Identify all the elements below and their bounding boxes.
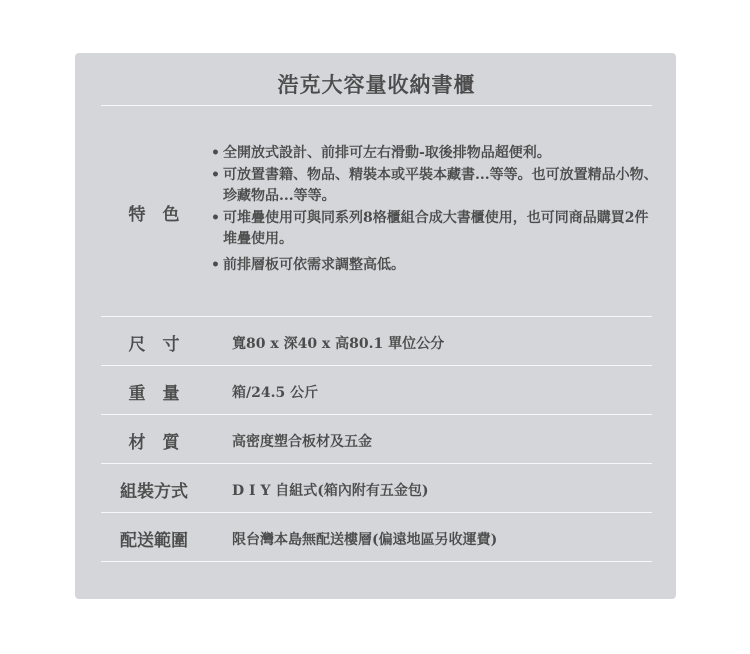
bullet-icon: • — [211, 209, 220, 226]
divider — [101, 105, 652, 106]
material-value: 高密度塑合板材及五金 — [232, 434, 372, 450]
product-title: 浩克大容量收納書櫃 — [277, 72, 476, 97]
product-spec-card — [75, 53, 676, 599]
bullet-icon: • — [211, 166, 220, 183]
features-label: 特 色 — [128, 205, 180, 225]
delivery-value: 限台灣本島無配送樓層(偏遠地區另收運費) — [232, 532, 498, 548]
size-label: 尺 寸 — [128, 335, 180, 355]
assembly-label: 組裝方式 — [120, 482, 188, 502]
material-label: 材 質 — [128, 433, 180, 453]
feature-item: • 前排層板可依需求調整高低。 — [208, 255, 658, 277]
size-value: 寬80 x 深40 x 高80.1 單位公分 — [232, 336, 445, 352]
divider — [101, 316, 652, 317]
assembly-value: D I Y 自組式(箱內附有五金包) — [232, 483, 429, 499]
feature-item: • 可堆疊使用可與同系列8格櫃組合成大書櫃使用，也可同商品購買2件堆疊使用。 — [211, 209, 649, 247]
delivery-label: 配送範圍 — [120, 531, 188, 551]
weight-label: 重 量 — [128, 384, 180, 404]
divider — [101, 365, 652, 366]
features-list — [208, 143, 658, 276]
bullet-icon: • — [211, 145, 220, 161]
divider — [101, 463, 652, 464]
divider — [101, 512, 652, 513]
feature-item: • 全開放式設計、前排可左右滑動-取後排物品超便利。 — [208, 143, 658, 165]
feature-item: • 可放置書籍、物品、精裝本或平裝本藏書...等等。也可放置精品小物、珍藏物品...等等。 — [211, 166, 658, 204]
divider — [101, 414, 652, 415]
bullet-icon: • — [211, 256, 220, 273]
weight-value: 箱/24.5 公斤 — [232, 385, 319, 401]
divider — [101, 561, 652, 562]
